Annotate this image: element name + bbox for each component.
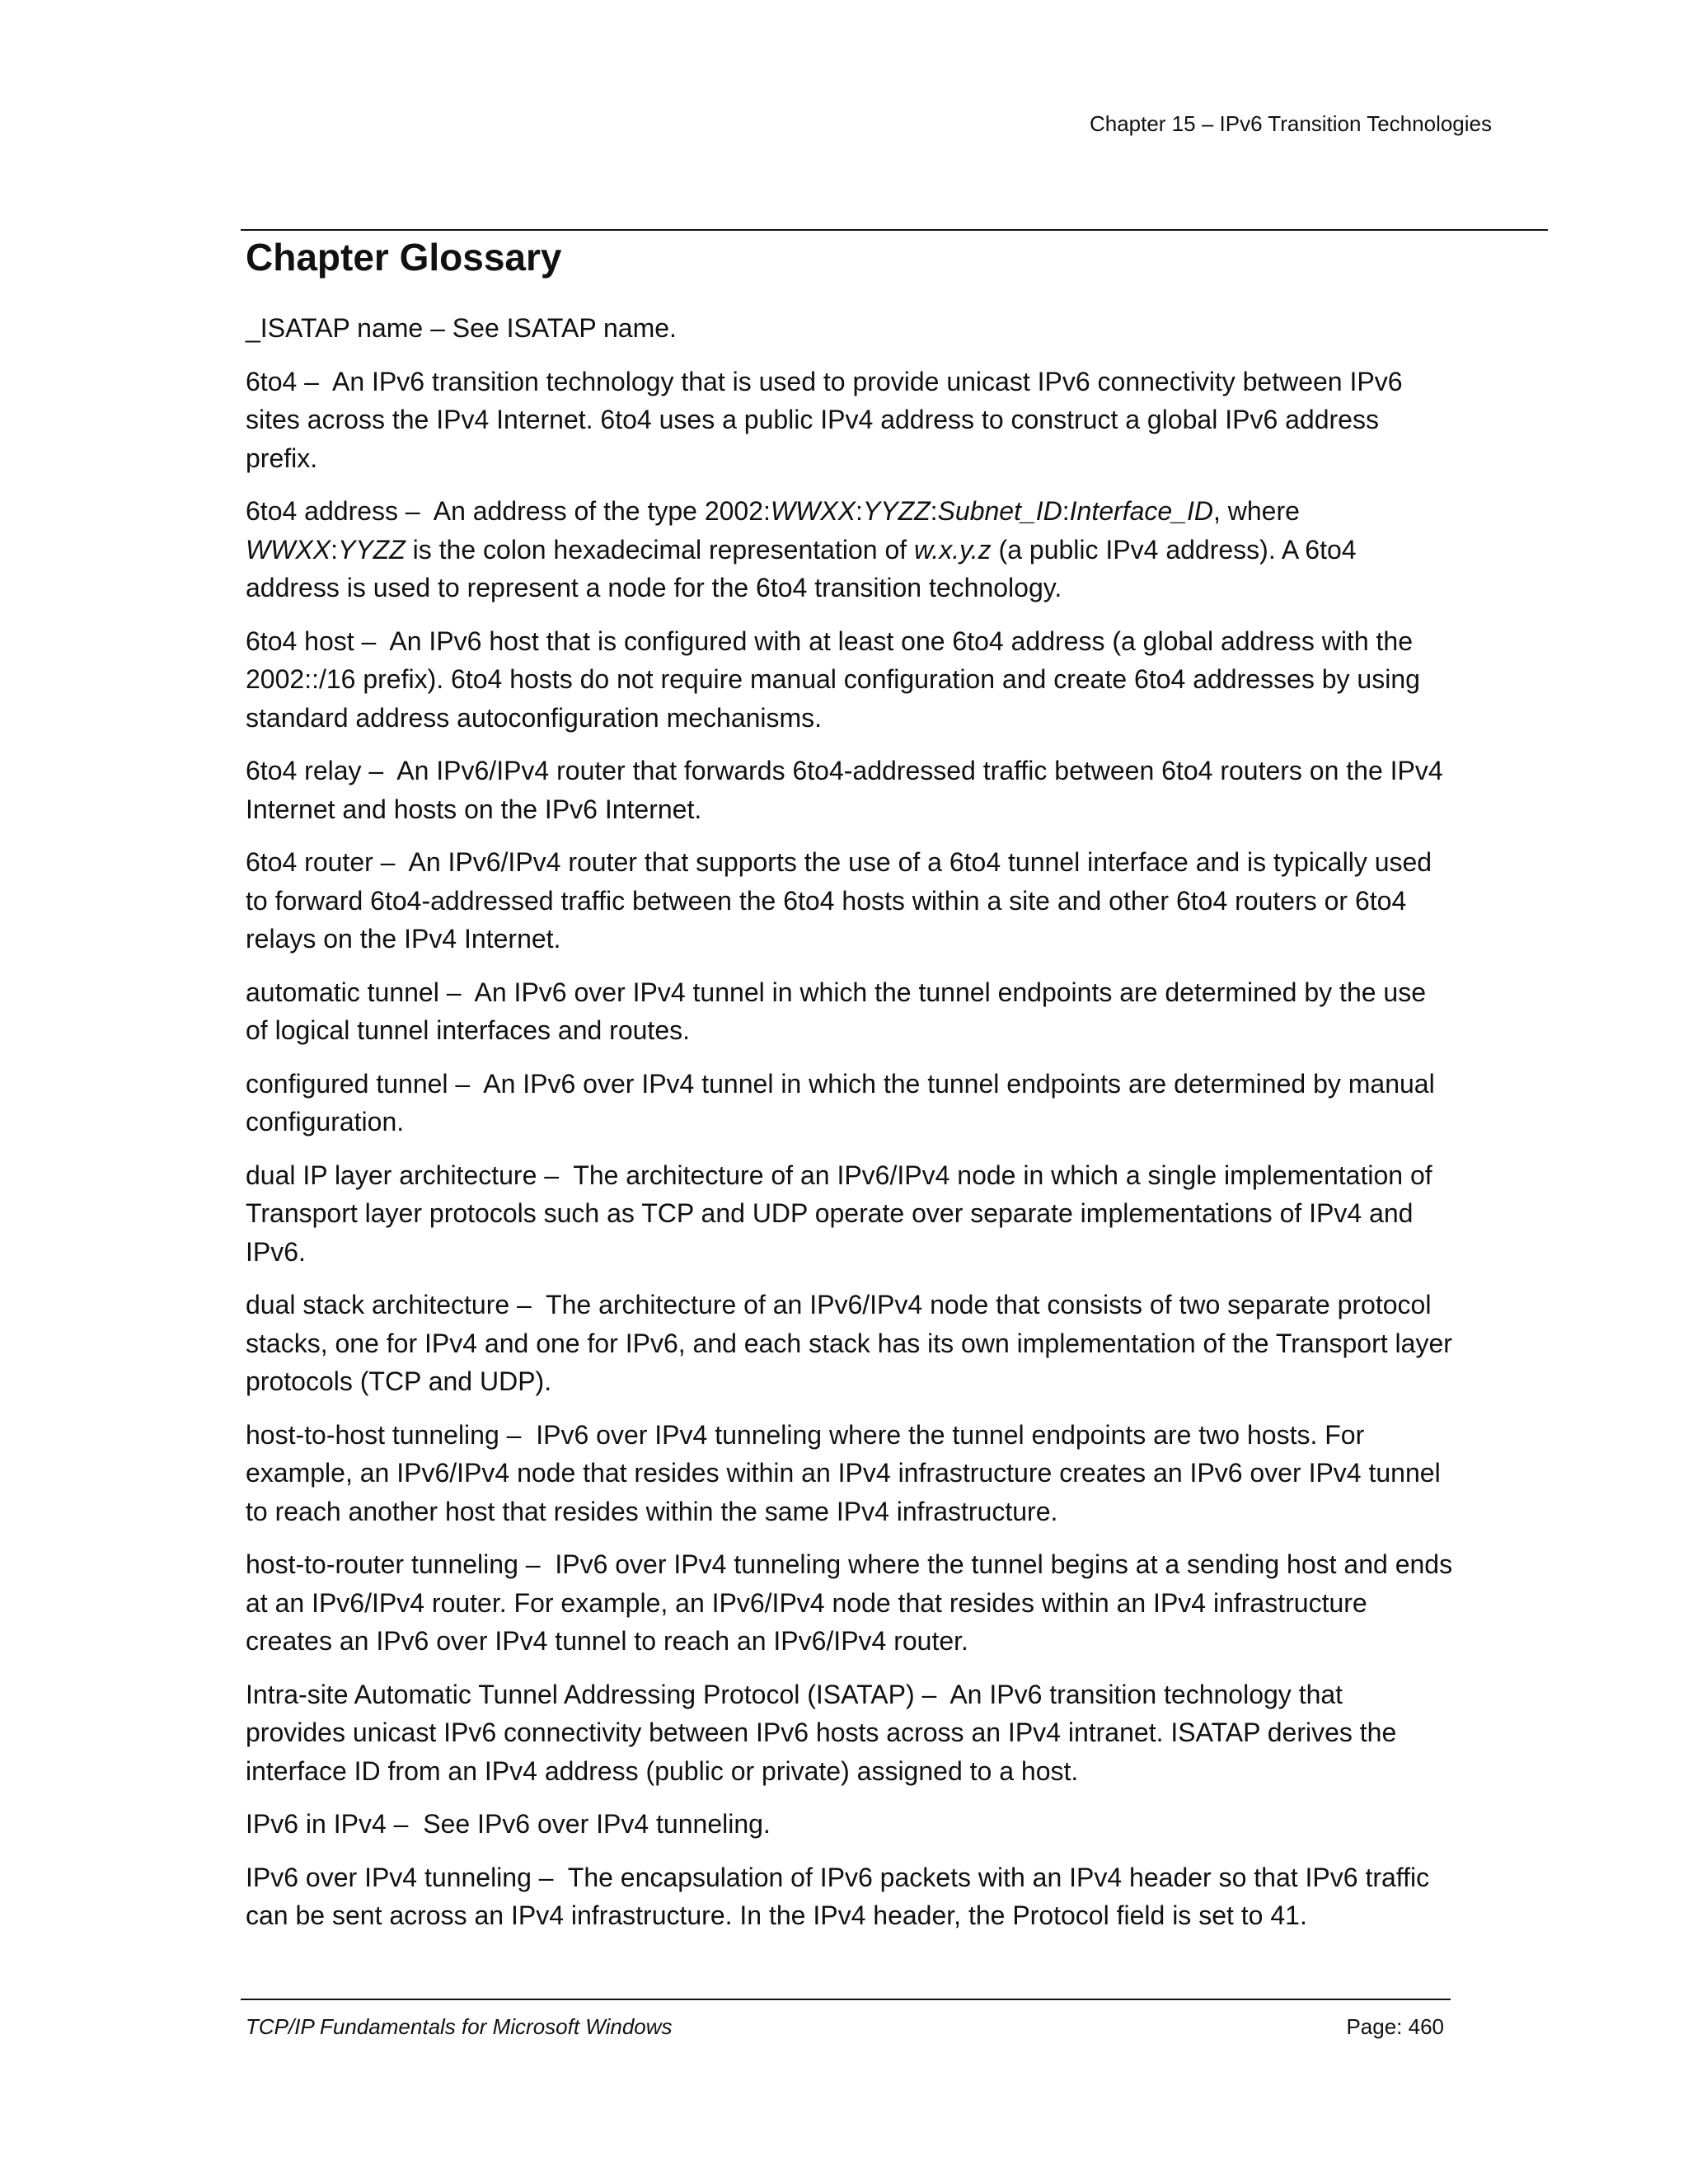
entry-text: Subnet_ID [937, 496, 1062, 526]
entry-text: 6to4 – An IPv6 transition technology that is used to provide unicast IPv6 connectivity between IPv6 [246, 366, 1403, 396]
entry-text: example, an IPv6/IPv4 node that resides within an IPv4 infrastructure creates an IPv6 over IPv4 tunnel [246, 1458, 1441, 1488]
entry-text: YYZZ [337, 534, 406, 565]
entry-text: : [930, 496, 938, 526]
entry-line [246, 1065, 1507, 1104]
entry-text: protocols (TCP and UDP). [246, 1366, 552, 1396]
entry-text: can be sent across an IPv4 infrastructure. In the IPv4 header, the Protocol field is set to 41. [246, 1900, 1307, 1930]
entry-line [246, 1805, 1507, 1844]
entry-text: creates an IPv6 over IPv4 tunnel to reach an IPv6/IPv4 router. [246, 1626, 968, 1656]
entry-text: Intra-site Automatic Tunnel Addressing Protocol (ISATAP) – An IPv6 transition technology that [246, 1679, 1343, 1709]
entry-text: IPv6 in IPv4 – See IPv6 over IPv4 tunneling. [246, 1809, 771, 1839]
entry-text: WWXX [770, 496, 856, 526]
entry-text: Internet and hosts on the IPv6 Internet. [246, 794, 702, 824]
entry-line [246, 1156, 1507, 1195]
glossary-entry [246, 1286, 1507, 1401]
entry-text: , where [1212, 496, 1300, 526]
entry-text: 6to4 address – An address of the type 2002: [246, 496, 771, 526]
glossary-entry [246, 363, 1507, 478]
entry-line [246, 1454, 1507, 1493]
entry-text: 6to4 host – An IPv6 host that is configured with at least one 6to4 address (a global address with the [246, 626, 1413, 656]
entry-line [246, 1103, 1507, 1141]
glossary-entry [246, 1156, 1507, 1272]
entry-text: : [855, 496, 863, 526]
glossary-entry [246, 973, 1507, 1050]
top-divider [241, 229, 1548, 231]
glossary-entry [246, 752, 1507, 828]
entry-text: host-to-router tunneling – IPv6 over IPv4 tunneling where the tunnel begins at a sending host and ends [246, 1549, 1453, 1579]
glossary-entry [246, 1065, 1507, 1141]
entry-text: _ISATAP name – See ISATAP name. [246, 313, 677, 343]
entry-text: host-to-host tunneling – IPv6 over IPv4 tunneling where the tunnel endpoints are two hosts. For [246, 1419, 1365, 1450]
entry-text: YYZZ [862, 496, 931, 526]
entry-line [246, 882, 1507, 921]
glossary-entry [246, 1805, 1507, 1844]
entry-line [246, 401, 1507, 439]
entry-text: automatic tunnel – An IPv6 over IPv4 tunnel in which the tunnel endpoints are determined by the use [246, 977, 1427, 1007]
entry-text: interface ID from an IPv4 address (public or private) assigned to a host. [246, 1755, 1079, 1786]
entry-line [246, 752, 1507, 790]
entry-text: to reach another host that resides within the same IPv4 infrastructure. [246, 1496, 1058, 1526]
entry-text: (a public IPv4 address). A 6to4 [991, 534, 1357, 565]
entry-line [246, 1011, 1507, 1050]
entry-line [246, 492, 1507, 531]
entry-line [246, 1622, 1507, 1661]
entry-line [246, 1675, 1507, 1714]
glossary-list [246, 309, 1507, 1950]
entry-line [246, 1896, 1507, 1935]
entry-text: to forward 6to4-addressed traffic between the 6to4 hosts within a site and other 6to4 routers or 6to4 [246, 885, 1407, 916]
entry-line [246, 1286, 1507, 1324]
glossary-entry [246, 1858, 1507, 1935]
glossary-entry [246, 1675, 1507, 1791]
bottom-divider [241, 1999, 1451, 2000]
entry-line [246, 699, 1507, 738]
running-header: Chapter 15 – IPv6 Transition Technologies [1089, 111, 1492, 136]
entry-line [246, 843, 1507, 882]
entry-line [246, 1584, 1507, 1623]
entry-text: sites across the IPv4 Internet. 6to4 uses a public IPv4 address to construct a global IPv6 address [246, 405, 1379, 434]
entry-text: at an IPv6/IPv4 router. For example, an IPv6/IPv4 node that resides within an IPv4 infrastructure [246, 1587, 1367, 1618]
entry-line [246, 569, 1507, 607]
glossary-entry [246, 492, 1507, 607]
entry-text: Transport layer protocols such as TCP and UDP operate over separate implementations of IPv4 and [246, 1198, 1414, 1228]
entry-line [246, 660, 1507, 699]
entry-line [246, 1233, 1507, 1272]
entry-text: IPv6. [246, 1236, 306, 1267]
entry-text: dual IP layer architecture – The architecture of an IPv6/IPv4 node in which a single implementation of [246, 1160, 1432, 1190]
entry-text: configuration. [246, 1107, 405, 1137]
entry-line [246, 1362, 1507, 1401]
entry-line [246, 973, 1507, 1012]
entry-line [246, 309, 1507, 348]
entry-text: : [331, 534, 338, 565]
entry-text: w.x.y.z [914, 534, 992, 565]
entry-text: provides unicast IPv6 connectivity between IPv6 hosts across an IPv4 intranet. ISATAP derives the [246, 1718, 1397, 1747]
entry-text: standard address autoconfiguration mechanisms. [246, 702, 823, 733]
entry-text: dual stack architecture – The architecture of an IPv6/IPv4 node that consists of two separate protocol [246, 1290, 1432, 1319]
entry-text: 6to4 router – An IPv6/IPv4 router that supports the use of a 6to4 tunnel interface and is typically used [246, 847, 1432, 877]
glossary-entry [246, 843, 1507, 958]
entry-text: relays on the IPv4 Internet. [246, 924, 561, 954]
entry-text: : [1062, 496, 1070, 526]
footer-page-number: Page: 460 [1346, 2014, 1444, 2039]
entry-text: WWXX [246, 534, 331, 565]
page-title: Chapter Glossary [246, 236, 562, 279]
entry-line [246, 1493, 1507, 1531]
entry-line [246, 363, 1507, 401]
entry-text: IPv6 over IPv4 tunneling – The encapsulation of IPv6 packets with an IPv4 header so that IPv6 traffic [246, 1862, 1430, 1892]
entry-line [246, 439, 1507, 478]
entry-line [246, 1752, 1507, 1791]
entry-text: configured tunnel – An IPv6 over IPv4 tunnel in which the tunnel endpoints are determined by manual [246, 1068, 1435, 1099]
entry-text: address is used to represent a node for the 6to4 transition technology. [246, 573, 1062, 602]
entry-line [246, 1858, 1507, 1897]
entry-text: prefix. [246, 443, 318, 473]
entry-text: stacks, one for IPv4 and one for IPv6, and each stack has its own implementation of the Transport layer [246, 1328, 1452, 1358]
entry-line [246, 790, 1507, 829]
entry-line [246, 1324, 1507, 1363]
glossary-entry [246, 622, 1507, 738]
entry-line [246, 1545, 1507, 1584]
entry-line [246, 1416, 1507, 1455]
entry-text: is the colon hexadecimal representation of [405, 534, 915, 565]
entry-line [246, 531, 1507, 569]
glossary-entry [246, 1416, 1507, 1531]
entry-line [246, 622, 1507, 661]
entry-text: 6to4 relay – An IPv6/IPv4 router that forwards 6to4-addressed traffic between 6to4 routers on the IPv4 [246, 756, 1443, 785]
footer-book-title: TCP/IP Fundamentals for Microsoft Windows [246, 2014, 673, 2039]
entry-line [246, 920, 1507, 958]
entry-line [246, 1713, 1507, 1752]
glossary-entry [246, 309, 1507, 348]
entry-text: 2002::/16 prefix). 6to4 hosts do not require manual configuration and create 6to4 addresses by using [246, 664, 1420, 694]
entry-text: Interface_ID [1069, 496, 1213, 526]
glossary-entry [246, 1545, 1507, 1661]
entry-line [246, 1194, 1507, 1233]
entry-text: of logical tunnel interfaces and routes. [246, 1015, 690, 1045]
